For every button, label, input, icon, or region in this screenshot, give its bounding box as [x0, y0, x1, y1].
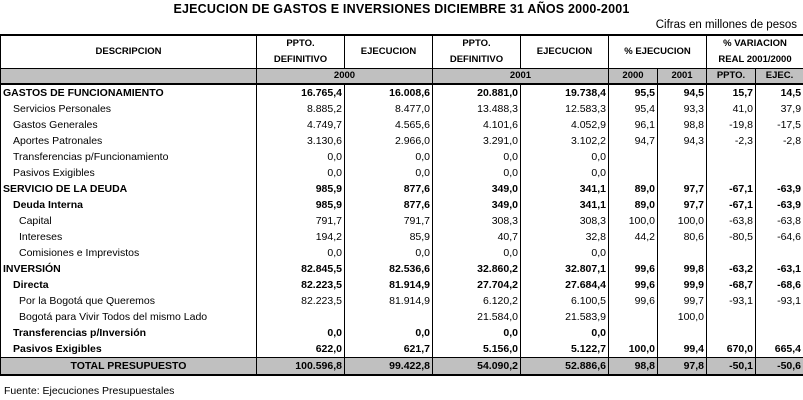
cell-var-ppto: 15,7	[707, 84, 756, 101]
table-row	[1, 101, 803, 117]
header-year-2001: 2001	[433, 69, 609, 85]
cell-ejec-2000: 0,0	[345, 165, 433, 181]
cell-ejec-2001: 341,1	[521, 197, 609, 213]
row-description: Directa	[1, 277, 257, 293]
cell-pct-ejec-2000: 99,6	[609, 277, 658, 293]
cell-ejec-2000: 0,0	[345, 325, 433, 341]
cell-pct-ejec-2000	[609, 165, 658, 181]
cell-pct-ejec-2000: 99,6	[609, 261, 658, 277]
cell-pct-ejec-2000: 89,0	[609, 181, 658, 197]
cell-var-ejec: 37,9	[756, 101, 803, 117]
cell-var-ppto: -80,5	[707, 229, 756, 245]
cell-pct-ejec-2000	[609, 309, 658, 325]
cell-pct-ejec-2000: 100,0	[609, 341, 658, 358]
cell-ppto-2000: 985,9	[257, 197, 345, 213]
cell-ppto-2001: 4.101,6	[433, 117, 521, 133]
cell-ppto-2000: 194,2	[257, 229, 345, 245]
header-variacion-line1: % VARIACION	[707, 35, 803, 52]
cell-var-ppto: -63,2	[707, 261, 756, 277]
header-ppto-2001-line2: DEFINITIVO	[433, 52, 521, 69]
cell-pct-ejec-2001	[658, 149, 707, 165]
cell-var-ejec: -63,9	[756, 181, 803, 197]
cell-ppto-2001: 27.704,2	[433, 277, 521, 293]
row-description: GASTOS DE FUNCIONAMIENTO	[1, 84, 257, 101]
units-note: Cifras en millones de pesos	[655, 19, 797, 31]
row-description: Por la Bogotá que Queremos	[1, 293, 257, 309]
row-description: Pasivos Exigibles	[1, 165, 257, 181]
table-row	[1, 325, 803, 341]
header-year-2000: 2000	[257, 69, 433, 85]
row-description: Gastos Generales	[1, 117, 257, 133]
cell-var-ppto: 41,0	[707, 101, 756, 117]
budget-table	[0, 34, 803, 376]
header-ppto-2000-line1: PPTO.	[257, 35, 345, 52]
row-description: INVERSIÓN	[1, 261, 257, 277]
cell-ppto-2000: 0,0	[257, 165, 345, 181]
cell-ppto-2000: 0,0	[257, 245, 345, 261]
cell-var-ppto: -68,7	[707, 277, 756, 293]
total-row	[1, 358, 803, 376]
cell-ejec-2001: 19.738,4	[521, 84, 609, 101]
cell-pct-ejec-2001: 97,8	[658, 358, 707, 376]
cell-ejec-2001: 308,3	[521, 213, 609, 229]
cell-ejec-2001: 32.807,1	[521, 261, 609, 277]
table-title: EJECUCION DE GASTOS E INVERSIONES DICIEMBRE 31 AÑOS 2000-2001	[173, 2, 630, 16]
cell-ejec-2000: 0,0	[345, 149, 433, 165]
cell-ejec-2001: 0,0	[521, 245, 609, 261]
cell-pct-ejec-2001	[658, 245, 707, 261]
table-row	[1, 149, 803, 165]
cell-ejec-2001: 27.684,4	[521, 277, 609, 293]
cell-pct-ejec-2000: 100,0	[609, 213, 658, 229]
cell-var-ejec: -63,9	[756, 197, 803, 213]
cell-var-ejec	[756, 165, 803, 181]
table-row	[1, 197, 803, 213]
cell-var-ppto: -2,3	[707, 133, 756, 149]
cell-var-ejec: -50,6	[756, 358, 803, 376]
cell-var-ppto: -63,8	[707, 213, 756, 229]
cell-ppto-2001: 40,7	[433, 229, 521, 245]
row-description: Intereses	[1, 229, 257, 245]
cell-pct-ejec-2000: 95,5	[609, 84, 658, 101]
cell-ejec-2001: 12.583,3	[521, 101, 609, 117]
cell-var-ejec: -68,6	[756, 277, 803, 293]
cell-pct-ejec-2001: 100,0	[658, 309, 707, 325]
cell-var-ejec	[756, 149, 803, 165]
cell-pct-ejec-2001	[658, 165, 707, 181]
cell-ppto-2001: 13.488,3	[433, 101, 521, 117]
table-row	[1, 181, 803, 197]
row-description: Comisiones e Imprevistos	[1, 245, 257, 261]
cell-pct-ejec-2001: 94,5	[658, 84, 707, 101]
cell-ejec-2000: 81.914,9	[345, 293, 433, 309]
cell-ejec-2000: 85,9	[345, 229, 433, 245]
table-row	[1, 293, 803, 309]
header-row-3	[1, 69, 803, 85]
table-row	[1, 261, 803, 277]
cell-ppto-2000	[257, 309, 345, 325]
header-row-1	[1, 35, 803, 52]
cell-ppto-2000: 82.223,5	[257, 277, 345, 293]
cell-ejec-2001: 0,0	[521, 325, 609, 341]
cell-pct-ejec-2001: 97,7	[658, 197, 707, 213]
cell-ppto-2001: 3.291,0	[433, 133, 521, 149]
table-row	[1, 341, 803, 358]
cell-var-ppto: -67,1	[707, 181, 756, 197]
cell-pct-ejec-2001: 80,6	[658, 229, 707, 245]
cell-ppto-2001: 349,0	[433, 181, 521, 197]
cell-ejec-2000: 16.008,6	[345, 84, 433, 101]
row-description: Bogotá para Vivir Todos del mismo Lado	[1, 309, 257, 325]
cell-ppto-2000: 16.765,4	[257, 84, 345, 101]
header-ejecucion-2001: EJECUCION	[521, 35, 609, 69]
cell-var-ejec	[756, 309, 803, 325]
cell-ppto-2001: 5.156,0	[433, 341, 521, 358]
cell-pct-ejec-2001: 99,9	[658, 277, 707, 293]
cell-var-ppto	[707, 149, 756, 165]
header-variacion-line2: REAL 2001/2000	[707, 52, 803, 69]
cell-var-ppto	[707, 309, 756, 325]
row-description: Servicios Personales	[1, 101, 257, 117]
cell-pct-ejec-2001: 99,7	[658, 293, 707, 309]
cell-ppto-2001: 54.090,2	[433, 358, 521, 376]
cell-ejec-2001: 21.583,9	[521, 309, 609, 325]
cell-var-ejec: -17,5	[756, 117, 803, 133]
header-sub-2001: 2001	[658, 69, 707, 85]
cell-var-ppto: -50,1	[707, 358, 756, 376]
cell-ejec-2000: 8.477,0	[345, 101, 433, 117]
cell-var-ejec	[756, 245, 803, 261]
row-description: Aportes Patronales	[1, 133, 257, 149]
header-ppto-2000-line2: DEFINITIVO	[257, 52, 345, 69]
row-description: Capital	[1, 213, 257, 229]
cell-ejec-2000: 791,7	[345, 213, 433, 229]
table-row	[1, 229, 803, 245]
cell-ppto-2000: 100.596,8	[257, 358, 345, 376]
cell-pct-ejec-2000: 89,0	[609, 197, 658, 213]
cell-ppto-2000: 0,0	[257, 325, 345, 341]
cell-ppto-2000: 3.130,6	[257, 133, 345, 149]
header-descripcion: DESCRIPCION	[1, 35, 257, 69]
table-row	[1, 84, 803, 101]
table-row	[1, 277, 803, 293]
cell-ejec-2000: 99.422,8	[345, 358, 433, 376]
cell-ppto-2001: 0,0	[433, 325, 521, 341]
header-ejecucion-2000: EJECUCION	[345, 35, 433, 69]
cell-ejec-2000: 621,7	[345, 341, 433, 358]
cell-var-ppto: -93,1	[707, 293, 756, 309]
cell-ejec-2001: 6.100,5	[521, 293, 609, 309]
cell-var-ejec: 665,4	[756, 341, 803, 358]
cell-pct-ejec-2001: 97,7	[658, 181, 707, 197]
cell-ppto-2001: 32.860,2	[433, 261, 521, 277]
cell-ppto-2001: 308,3	[433, 213, 521, 229]
cell-var-ejec: -64,6	[756, 229, 803, 245]
cell-pct-ejec-2000: 98,8	[609, 358, 658, 376]
cell-pct-ejec-2000: 99,6	[609, 293, 658, 309]
cell-ppto-2001: 0,0	[433, 165, 521, 181]
cell-pct-ejec-2001: 94,3	[658, 133, 707, 149]
table-row	[1, 117, 803, 133]
row-description: Pasivos Exigibles	[1, 341, 257, 358]
cell-var-ejec: 14,5	[756, 84, 803, 101]
table-row	[1, 165, 803, 181]
header-blank	[1, 69, 257, 85]
header-pct-ejecucion: % EJECUCION	[609, 35, 707, 69]
cell-pct-ejec-2000: 96,1	[609, 117, 658, 133]
cell-ppto-2000: 82.845,5	[257, 261, 345, 277]
cell-ppto-2001: 0,0	[433, 245, 521, 261]
table-row	[1, 213, 803, 229]
cell-ppto-2000: 82.223,5	[257, 293, 345, 309]
cell-ejec-2000: 877,6	[345, 181, 433, 197]
cell-var-ppto: -67,1	[707, 197, 756, 213]
cell-pct-ejec-2001	[658, 325, 707, 341]
table-row	[1, 133, 803, 149]
cell-var-ppto	[707, 325, 756, 341]
header-sub-ejec: EJEC.	[756, 69, 803, 85]
cell-var-ejec: -2,8	[756, 133, 803, 149]
cell-ejec-2000: 877,6	[345, 197, 433, 213]
cell-var-ppto	[707, 165, 756, 181]
table-row	[1, 309, 803, 325]
cell-ppto-2000: 622,0	[257, 341, 345, 358]
cell-ppto-2000: 985,9	[257, 181, 345, 197]
cell-ppto-2001: 20.881,0	[433, 84, 521, 101]
row-description: SERVICIO DE LA DEUDA	[1, 181, 257, 197]
cell-pct-ejec-2001: 99,4	[658, 341, 707, 358]
cell-pct-ejec-2000	[609, 149, 658, 165]
cell-ejec-2001: 32,8	[521, 229, 609, 245]
cell-ppto-2000: 791,7	[257, 213, 345, 229]
cell-ejec-2001: 4.052,9	[521, 117, 609, 133]
cell-var-ppto: -19,8	[707, 117, 756, 133]
cell-ppto-2000: 4.749,7	[257, 117, 345, 133]
cell-ppto-2001: 21.584,0	[433, 309, 521, 325]
cell-var-ejec: -63,8	[756, 213, 803, 229]
source-note: Fuente: Ejecuciones Presupuestales	[4, 385, 175, 397]
cell-ejec-2000: 0,0	[345, 245, 433, 261]
cell-pct-ejec-2000	[609, 245, 658, 261]
cell-pct-ejec-2001: 100,0	[658, 213, 707, 229]
cell-pct-ejec-2000	[609, 325, 658, 341]
cell-ejec-2001: 341,1	[521, 181, 609, 197]
cell-ejec-2001: 5.122,7	[521, 341, 609, 358]
cell-var-ppto: 670,0	[707, 341, 756, 358]
cell-ejec-2001: 3.102,2	[521, 133, 609, 149]
cell-ejec-2001: 52.886,6	[521, 358, 609, 376]
row-description: TOTAL PRESUPUESTO	[1, 358, 257, 376]
cell-pct-ejec-2001: 93,3	[658, 101, 707, 117]
cell-var-ppto	[707, 245, 756, 261]
header-ppto-2001-line1: PPTO.	[433, 35, 521, 52]
header-sub-2000: 2000	[609, 69, 658, 85]
row-description: Transferencias p/Inversión	[1, 325, 257, 341]
cell-ejec-2000: 81.914,9	[345, 277, 433, 293]
cell-ejec-2001: 0,0	[521, 165, 609, 181]
cell-pct-ejec-2000: 95,4	[609, 101, 658, 117]
cell-pct-ejec-2001: 99,8	[658, 261, 707, 277]
cell-ejec-2001: 0,0	[521, 149, 609, 165]
row-description: Deuda Interna	[1, 197, 257, 213]
cell-pct-ejec-2001: 98,8	[658, 117, 707, 133]
cell-var-ejec: -93,1	[756, 293, 803, 309]
cell-pct-ejec-2000: 44,2	[609, 229, 658, 245]
cell-ejec-2000	[345, 309, 433, 325]
cell-ejec-2000: 2.966,0	[345, 133, 433, 149]
cell-ejec-2000: 82.536,6	[345, 261, 433, 277]
row-description: Transferencias p/Funcionamiento	[1, 149, 257, 165]
cell-ejec-2000: 4.565,6	[345, 117, 433, 133]
header-sub-ppto: PPTO.	[707, 69, 756, 85]
cell-ppto-2001: 6.120,2	[433, 293, 521, 309]
cell-ppto-2000: 0,0	[257, 149, 345, 165]
cell-var-ejec	[756, 325, 803, 341]
cell-ppto-2000: 8.885,2	[257, 101, 345, 117]
cell-ppto-2001: 0,0	[433, 149, 521, 165]
table-row	[1, 245, 803, 261]
cell-var-ejec: -63,1	[756, 261, 803, 277]
cell-ppto-2001: 349,0	[433, 197, 521, 213]
cell-pct-ejec-2000: 94,7	[609, 133, 658, 149]
